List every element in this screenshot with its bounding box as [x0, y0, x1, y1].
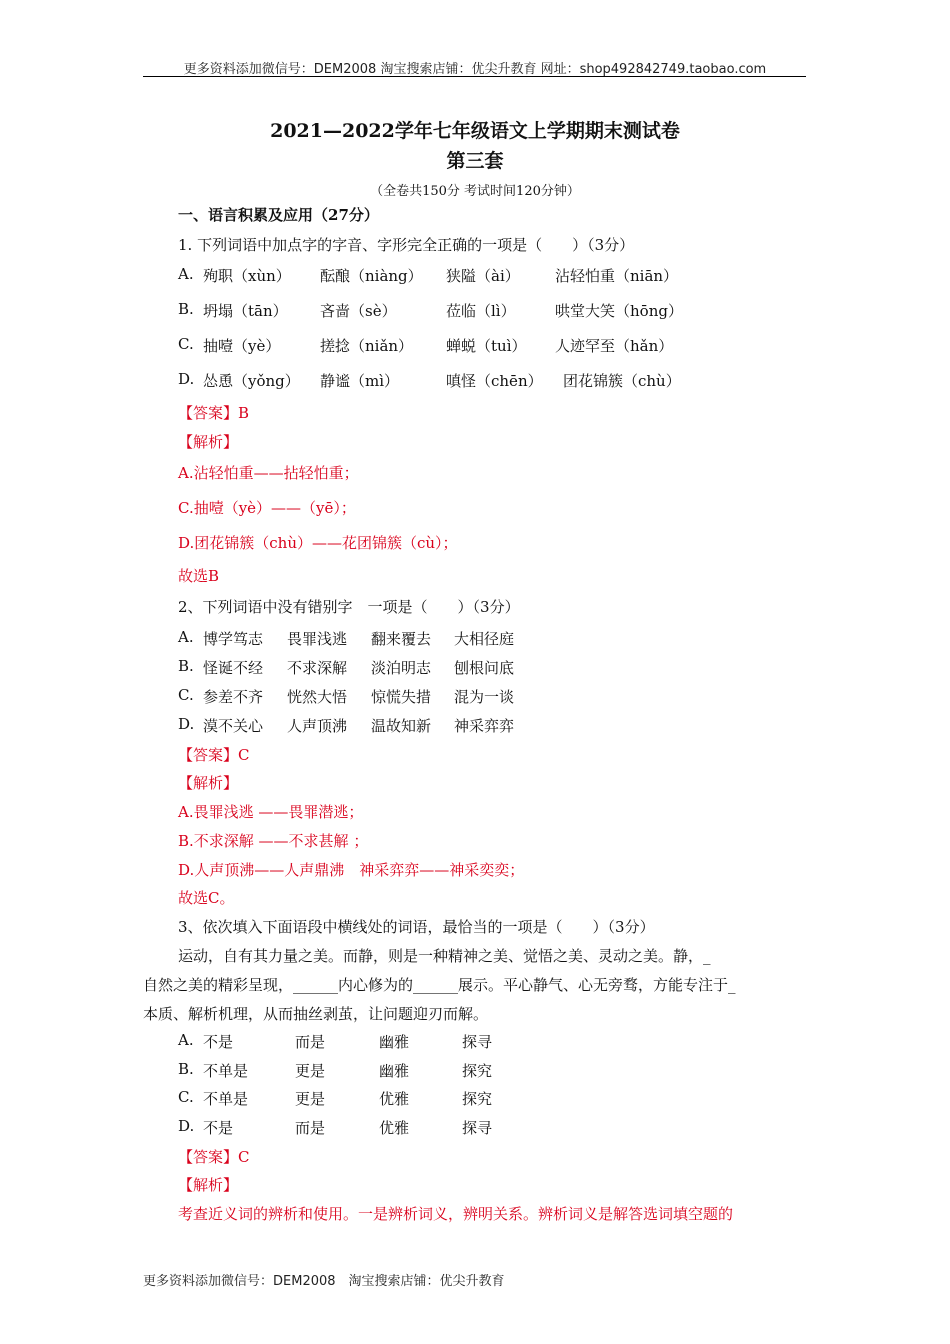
q3-analysis-line: 考查近义词的辨析和使用。一是辨析词义，辨明关系。辨析词义是解答选词填空题的 [178, 1205, 734, 1223]
option-word: 惊慌失措 [371, 688, 432, 706]
q1-stem: 1. 下列词语中加点字的字音、字形完全正确的一项是（ ）（3分） [178, 236, 635, 254]
option-word: 不是 [203, 1119, 234, 1137]
option-word: 嗔怪（chēn） [446, 372, 543, 390]
q2-analysis-label: 【解析】 [178, 774, 239, 792]
q1-analysis-line: 故选B [178, 567, 220, 585]
option-word: 翻来覆去 [371, 630, 432, 648]
option-word: 大相径庭 [454, 630, 515, 648]
option-letter: D. [178, 370, 195, 388]
option-word: 而是 [295, 1119, 326, 1137]
option-word: 静谧（mì） [320, 372, 400, 390]
option-word: 团花锦簇（chù） [563, 372, 681, 390]
option-letter: C. [178, 686, 194, 704]
option-letter: C. [178, 335, 194, 353]
option-word: 不是 [203, 1033, 234, 1051]
option-word: 漠不关心 [203, 717, 264, 735]
option-word: 不单是 [203, 1090, 249, 1108]
option-word: 博学笃志 [203, 630, 264, 648]
option-word: 探寻 [462, 1119, 493, 1137]
q1-analysis-line: C.抽噎（yè）——（yē）； [178, 499, 356, 517]
option-word: 不求深解 [287, 659, 348, 677]
q2-stem: 2、下列词语中没有错别字 一项是（ ）（3分） [178, 598, 520, 616]
header-divider [143, 76, 806, 77]
q1-analysis-label: 【解析】 [178, 433, 239, 451]
option-letter: D. [178, 715, 195, 733]
option-word: 吝啬（sè） [320, 302, 397, 320]
q3-passage-line: 自然之美的精彩呈现，______内心修为的______展示。平心静气、心无旁骛，方能专注于_ [143, 976, 736, 994]
option-word: 怂恿（yǒng） [203, 372, 300, 390]
option-word: 混为一谈 [454, 688, 515, 706]
option-word: 莅临（lì） [446, 302, 516, 320]
q1-answer: 【答案】B [178, 404, 250, 422]
q1-analysis-line: A.沾轻怕重——拈轻怕重； [178, 464, 359, 482]
option-word: 探究 [462, 1062, 493, 1080]
q2-analysis-line: D.人声顶沸——人声鼎沸 神采弈弈——神采奕奕； [178, 861, 525, 879]
option-word: 参差不齐 [203, 688, 264, 706]
option-word: 畏罪浅逃 [287, 630, 348, 648]
page-footer: 更多资料添加微信号：DEM2008 淘宝搜索店铺：优尖升教育 [143, 1274, 505, 1289]
exam-subtitle: 第三套 [446, 150, 504, 172]
q2-answer: 【答案】C [178, 746, 250, 764]
option-word: 温故知新 [371, 717, 432, 735]
option-letter: C. [178, 1088, 194, 1106]
option-letter: A. [178, 265, 194, 283]
option-word: 不单是 [203, 1062, 249, 1080]
option-word: 殉职（xùn） [203, 267, 291, 285]
option-letter: B. [178, 657, 194, 675]
option-word: 蝉蜕（tuì） [446, 337, 527, 355]
section-1-heading: 一、语言积累及应用（27分） [178, 206, 379, 224]
q3-passage-line: 运动，自有其力量之美。而静，则是一种精神之美、觉悟之美、灵动之美。静，_ [178, 947, 711, 965]
option-word: 狭隘（ài） [446, 267, 520, 285]
option-word: 优雅 [379, 1090, 410, 1108]
option-letter: B. [178, 300, 194, 318]
exam-title: 2021—2022学年七年级语文上学期期末测试卷 [270, 120, 680, 142]
option-word: 搓捻（niǎn） [320, 337, 414, 355]
option-word: 幽雅 [379, 1033, 410, 1051]
q2-analysis-line: A.畏罪浅逃 ——畏罪潜逃； [178, 803, 364, 821]
q2-analysis-line: B.不求深解 ——不求甚解 ； [178, 832, 369, 850]
option-word: 刨根问底 [454, 659, 515, 677]
option-letter: D. [178, 1117, 195, 1135]
option-word: 沾轻怕重（niān） [555, 267, 679, 285]
option-letter: A. [178, 628, 194, 646]
option-word: 酝酿（niàng） [320, 267, 423, 285]
q3-stem: 3、依次填入下面语段中横线处的词语，最恰当的一项是（ ）（3分） [178, 918, 655, 936]
page-header: 更多资料添加微信号：DEM2008 淘宝搜索店铺：优尖升教育 网址：shop492842749.taobao.com [183, 62, 767, 77]
option-word: 幽雅 [379, 1062, 410, 1080]
option-word: 坍塌（tān） [203, 302, 288, 320]
option-word: 优雅 [379, 1119, 410, 1137]
exam-note: （全卷共150分 考试时间120分钟） [370, 184, 580, 199]
q3-answer: 【答案】C [178, 1148, 250, 1166]
option-word: 怪诞不经 [203, 659, 264, 677]
q3-passage-line: 本质、解析机理，从而抽丝剥茧，让问题迎刃而解。 [143, 1005, 489, 1023]
option-word: 淡泊明志 [371, 659, 432, 677]
option-word: 抽噎（yè） [203, 337, 281, 355]
option-letter: B. [178, 1060, 194, 1078]
option-word: 人声顶沸 [287, 717, 348, 735]
q2-analysis-line: 故选C。 [178, 889, 235, 907]
option-word: 而是 [295, 1033, 326, 1051]
option-word: 人迹罕至（hǎn） [555, 337, 674, 355]
q1-analysis-line: D.团花锦簇（chù）——花团锦簇（cù）； [178, 534, 458, 552]
option-letter: A. [178, 1031, 194, 1049]
q3-analysis-label: 【解析】 [178, 1176, 239, 1194]
option-word: 神采弈弈 [454, 717, 515, 735]
option-word: 恍然大悟 [287, 688, 348, 706]
option-word: 更是 [295, 1090, 326, 1108]
option-word: 探寻 [462, 1033, 493, 1051]
option-word: 更是 [295, 1062, 326, 1080]
option-word: 探究 [462, 1090, 493, 1108]
option-word: 哄堂大笑（hōng） [555, 302, 683, 320]
